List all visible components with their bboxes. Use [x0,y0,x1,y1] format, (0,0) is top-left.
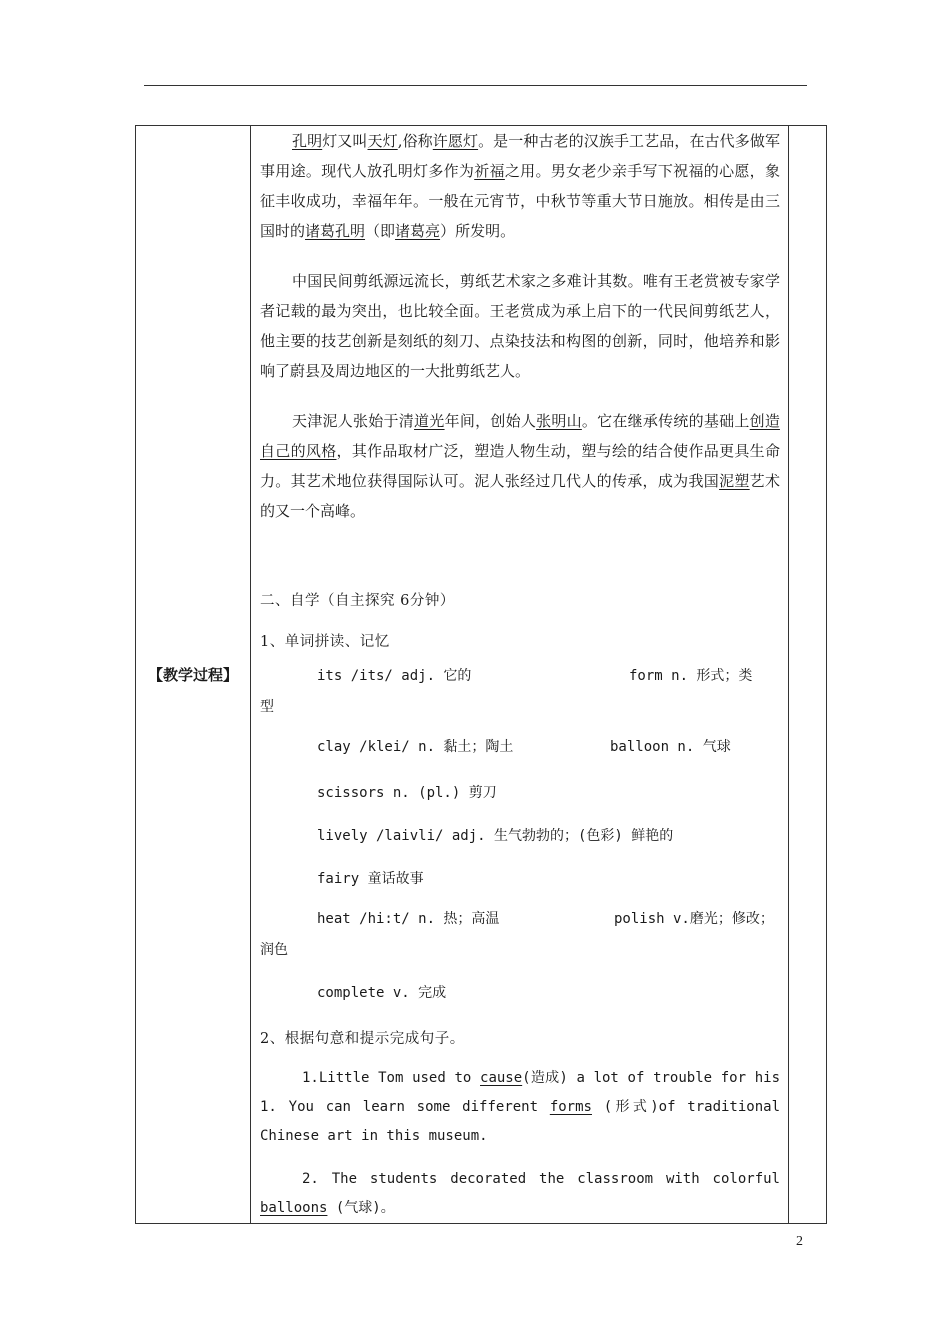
section-heading: 二、自学（自主探究 6分钟） [260,593,455,609]
paragraph-text: 年间，创始人 [444,412,537,430]
vocab-item-lively: lively /laivli/ adj. 生气勃勃的；(色彩) 鲜艳的 [317,828,674,844]
vocab-row [260,665,780,693]
row-label: 【教学过程】 [147,666,238,684]
vocab-item-fairy: fairy 童话故事 [317,871,424,887]
answer-balloons: balloons [260,1200,328,1216]
sub-heading-sentences: 2、根据句意和提示完成句子。 [260,1031,465,1047]
paragraph-text: 中国民间剪纸源远流长，剪纸艺术家之多难计其数。唯有王老赏被专家学者记载的最为突出，也比较全面。王老赏成为承上启下的一代民间剪纸艺人，他主要的技艺创新是刻纸的刻刀、点染技法和构图的创新，同时，他培养和影响了蔚县及周边地区的一大批剪纸艺人。 [260,272,780,380]
paragraph-text: 之用。男女老少亲手写下祝福的心愿，象征丰收成功，幸福年年。一般在元宵节，中秋节等重大节日施放。相传是由三国时的 [260,162,780,240]
underlined-term: 泥塑 [719,472,750,490]
vocab-item-form: form n. 形式；类 [629,668,753,684]
underlined-term: 诸葛孔明 [305,222,366,240]
table-row [136,126,827,1224]
answer-forms: forms [549,1099,592,1115]
paragraph-text: ，其作品取材广泛，塑造人物生动，塑与绘的结合使作品更具生命力。其艺术地位获得国际认可。泥人张经过几代人的传承，成为我国 [260,442,780,490]
sub-heading-vocab: 1、单词拼读、记忆 [260,634,390,650]
vocab-row [260,736,780,764]
paragraph-text: ,俗称 [397,132,433,150]
underlined-term: 孔明 [292,132,323,150]
paragraph-text: 灯又叫 [322,132,368,150]
content-cell [251,126,789,1224]
paragraph-text: 。是一种古老的汉族手工艺品，在古代多做军事用途。现代人放孔明灯多作为 [260,132,780,180]
lesson-table [135,125,827,1224]
underlined-term: 天灯 [367,132,398,150]
paragraph-text: ）所发明。 [440,222,516,240]
paragraph-text: 天津泥人张始于清 [292,412,415,430]
answer-cause: cause [480,1070,523,1086]
page-number: 2 [796,1234,803,1249]
sentence-1: 1.Little Tom used to cause(造成) a lot of trouble for his 1. You can learn some different forms (形式)of traditional Chinese art in this museum. [260,1070,780,1144]
vocab-item-clay: clay /klei/ n. 黏土；陶土 [317,739,514,755]
content-body [251,126,788,1223]
vocab-item-scissors: scissors n. (pl.) 剪刀 [317,785,497,801]
intro-paragraph [260,266,780,386]
paragraph-text: 。它在继承传统的基础上 [581,412,750,430]
vocab-row [260,908,780,936]
vocab-continuation: 润色 [260,942,288,958]
vocab-item-balloon: balloon n. 气球 [610,739,731,755]
underlined-term: 道光 [414,412,445,430]
paragraph-text: 艺术的又一个高峰。 [260,472,780,520]
underlined-term: 祈福 [474,162,505,180]
vocab-item-heat: heat /hi:t/ n. 热；高温 [317,911,500,927]
vocab-item-polish: polish v.磨光；修改； [614,911,774,927]
vocab-continuation: 型 [260,699,274,715]
vocab-item-its: its /its/ adj. 它的 [317,668,472,684]
sentence-2: 2. The students decorated the classroom with colorful balloons (气球)。 [260,1171,780,1216]
intro-paragraph [260,406,780,526]
row-label-cell [136,126,251,1224]
intro-paragraph [260,126,780,246]
vocab-list [260,665,780,1007]
header-rule [144,85,807,86]
underlined-term: 许愿灯 [432,132,479,150]
underlined-term: 创造自己的风格 [260,412,780,460]
underlined-term: 诸葛亮 [395,222,441,240]
paragraph-text: （即 [365,222,396,240]
underlined-term: 张明山 [536,412,582,430]
vocab-item-complete: complete v. 完成 [317,985,447,1001]
notes-cell [789,126,827,1224]
